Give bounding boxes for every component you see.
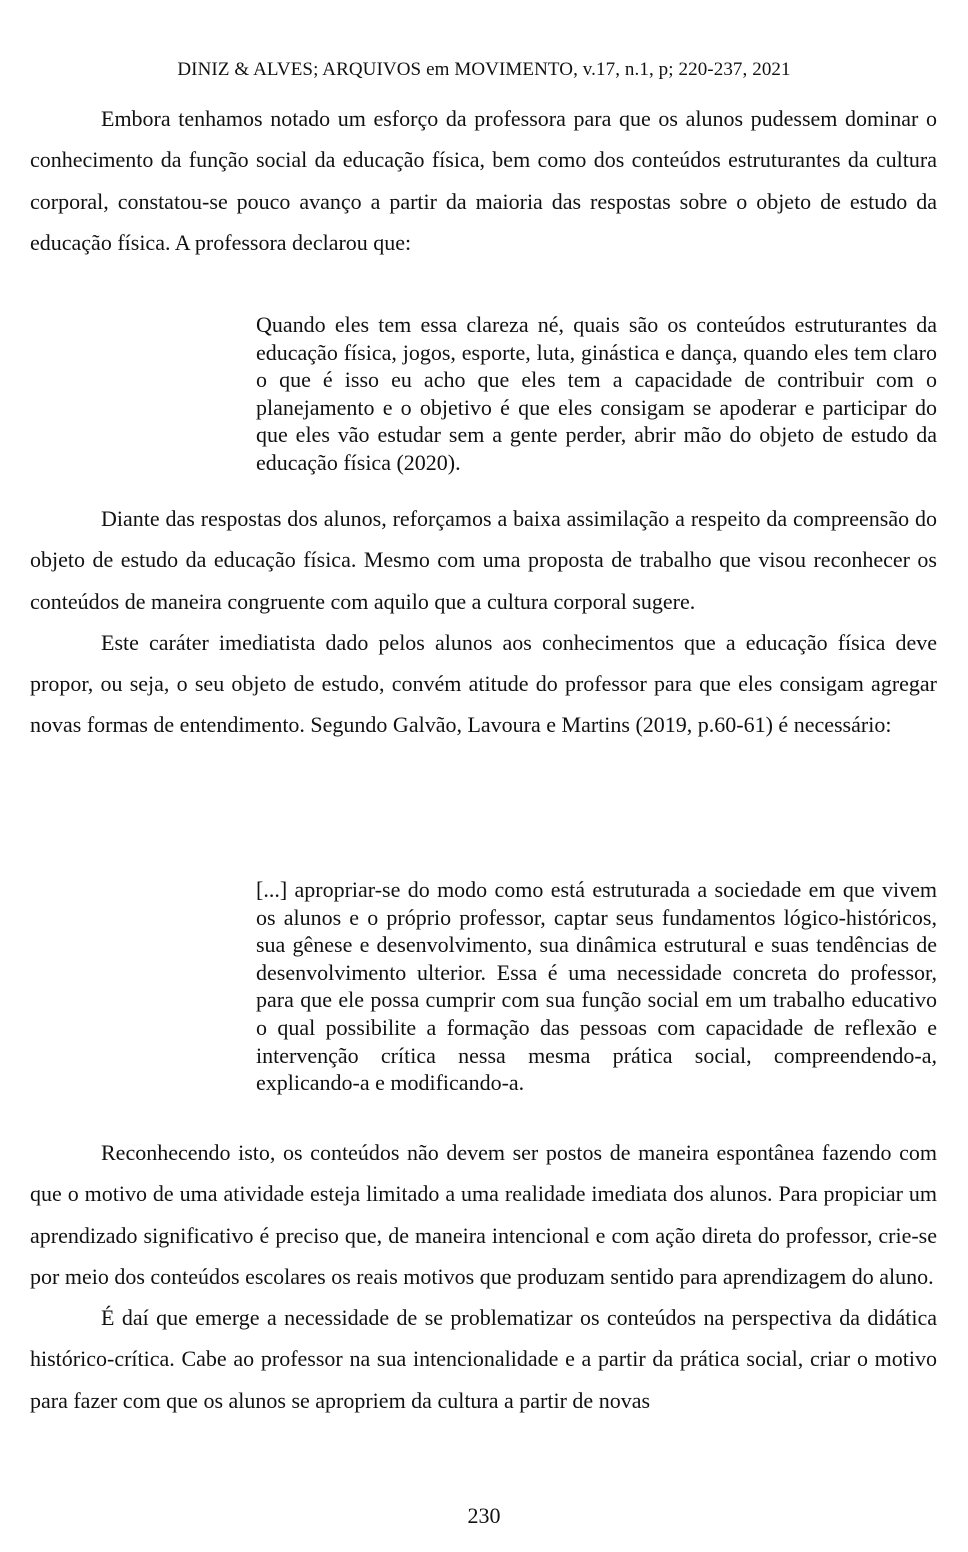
body-paragraph-2: Diante das respostas dos alunos, reforçamos a baixa assimilação a respeito da compreensão do objeto de estudo da educação física. Mesmo com uma proposta de trabalho que visou reconhecer os conteúdos de maneira congruente com aquilo que a cultura corporal sugere. xyxy=(30,506,937,614)
body-paragraph-3: Este caráter imediatista dado pelos alunos aos conhecimentos que a educação física deve propor, ou seja, o seu objeto de estudo, convém atitude do professor para que eles consigam agregar novas formas de entendimento. Segundo Galvão, Lavoura e Martins (2019, p.60-61) é necessário: xyxy=(30,629,937,738)
block-quote-1 xyxy=(256,311,937,477)
body-paragraph-4: Reconhecendo isto, os conteúdos não devem ser postos de maneira espontânea fazendo com que o motivo de uma atividade esteja limitado a uma realidade imediata dos alunos. Para propiciar um aprendizado significativo é preciso que, de maneira intencional e com ação direta do professor, crie-se por meio dos conteúdos escolares os reais motivos que produzam sentido para aprendizagem do aluno. xyxy=(30,1140,937,1289)
block-quote-2-text: [...] apropriar-se do modo como está estruturada a sociedade em que vivem os alunos e o próprio professor, captar seus fundamentos lógico-históricos, sua gênese e desenvolvimento, sua dinâmica estrutural e suas tendências de desenvolvimento ulterior. Essa é uma necessidade concreta do professor, para que ele possa cumprir com sua função social em um trabalho educativo o qual possibilite a formação das pessoas com capacidade de reflexão e intervenção crítica nessa mesma prática social, compreendendo-a, explicando-a e modificando-a. xyxy=(256,877,937,1096)
body-paragraph-5: É daí que emerge a necessidade de se problematizar os conteúdos na perspectiva da didática histórico-crítica. Cabe ao professor na sua intencionalidade e a partir da prática social, criar o motivo para fazer com que os alunos se apropriem da cultura a partir de novas xyxy=(30,1305,937,1413)
body-section-2 xyxy=(30,498,937,746)
body-paragraph-1: Embora tenhamos notado um esforço da professora para que os alunos pudessem dominar o conhecimento da função social da educação física, bem como dos conteúdos estruturantes da cultura corporal, constatou-se pouco avanço a partir da maioria das respostas sobre o objeto de estudo da educação física. A professora declarou que: xyxy=(30,106,937,255)
block-quote-1-text: Quando eles tem essa clareza né, quais são os conteúdos estruturantes da educação física, jogos, esporte, luta, ginástica e dança, quando eles tem claro o que é isso eu acho que eles tem a capacidade de contribuir com o planejamento e o objetivo é que eles consigam se apoderar e participar do que eles vão estudar sem a gente perder, abrir mão do objeto de estudo da educação física (2020). xyxy=(256,312,937,475)
page-number: 230 xyxy=(467,1503,501,1528)
body-section-1 xyxy=(30,98,937,263)
block-quote-2 xyxy=(256,876,937,1097)
running-header: DINIZ & ALVES; ARQUIVOS em MOVIMENTO, v.17, n.1, p; 220-237, 2021 xyxy=(177,59,791,80)
body-section-3 xyxy=(30,1132,937,1421)
